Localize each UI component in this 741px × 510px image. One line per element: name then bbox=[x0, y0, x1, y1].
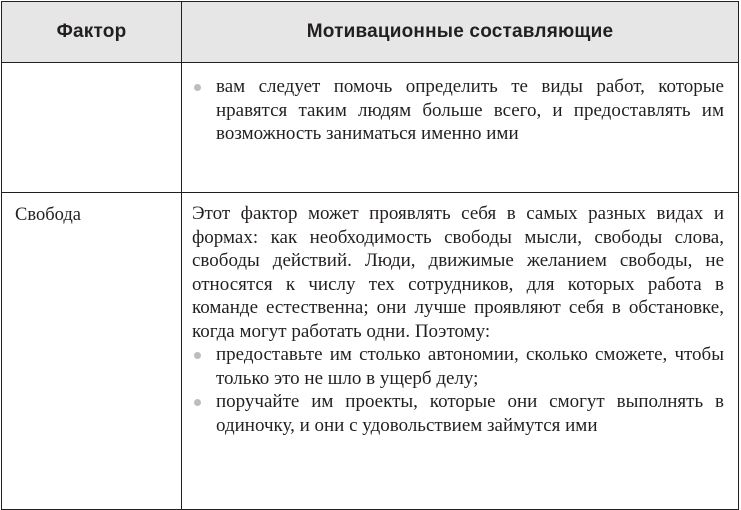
motivation-paragraph: Этот фактор может проявлять себя в самых разных видах и формах: как необходимость свободы мысли, свободы слова, свободы действий. Люди, движимые желанием свободы, не относятся к числу тех сотрудников, для которых работа в команде естественна; они лучше проявляют себя в обстановке, когда могут работать одни. Поэтому: bbox=[192, 203, 724, 342]
table-row bbox=[2, 63, 739, 193]
factor-cell: Свобода bbox=[2, 193, 182, 510]
header-motivation: Мотивационные составляющие bbox=[182, 2, 739, 63]
motivation-cell bbox=[182, 193, 739, 510]
table-header-row bbox=[2, 2, 739, 63]
motivation-cell bbox=[182, 63, 739, 193]
list-item-text: поручайте им проекты, которые они смогут выполнять в одиночку, и они с удовольствием займутся ими bbox=[216, 391, 724, 436]
bullet-icon bbox=[194, 84, 201, 91]
bullet-list bbox=[192, 75, 724, 146]
motivation-table bbox=[1, 1, 739, 510]
table-row bbox=[2, 193, 739, 510]
bullet-icon bbox=[194, 399, 201, 406]
list-item-text: вам следует помочь определить те виды работ, которые нравятся таким людям больше всего, и предоставлять им возможность заниматься именно ими bbox=[216, 76, 724, 144]
list-item-text: предоставьте им столько автономии, сколько сможете, чтобы только это не шло в ущерб делу; bbox=[216, 344, 724, 389]
bullet-list bbox=[192, 343, 724, 437]
list-item bbox=[192, 343, 724, 390]
factor-cell bbox=[2, 63, 182, 193]
list-item bbox=[192, 390, 724, 437]
header-factor: Фактор bbox=[2, 2, 182, 63]
list-item bbox=[192, 75, 724, 146]
bullet-icon bbox=[194, 352, 201, 359]
